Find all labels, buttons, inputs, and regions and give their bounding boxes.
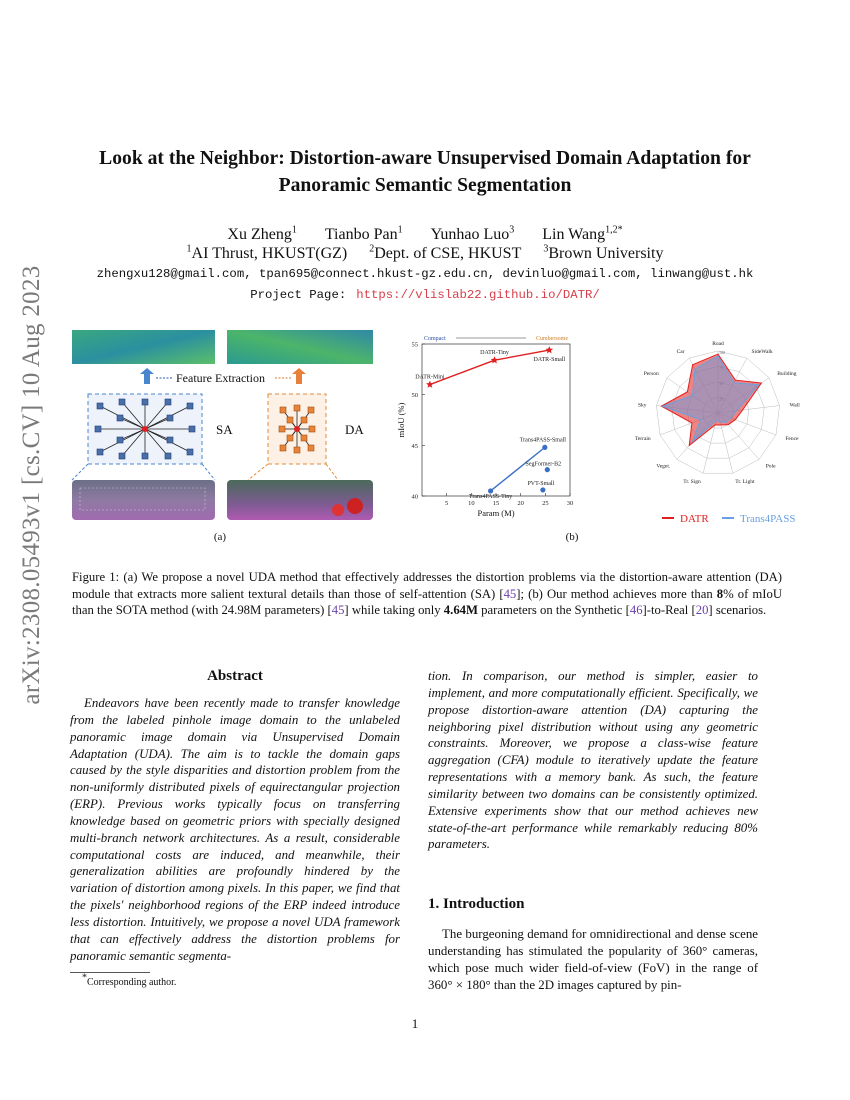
da-pixel-node <box>294 447 300 453</box>
annotation-compact: Compact <box>424 336 446 342</box>
y-tick-label: 45 <box>411 442 418 450</box>
arxiv-id: arXiv:2308.05493v1 [cs.CV] 10 Aug 2023 <box>18 265 45 705</box>
affiliation: $^3$Brown University <box>543 243 664 262</box>
citation-link[interactable]: 46 <box>629 603 643 617</box>
abstract-text-right: tion. In comparison, our method is simpler, easier to implement, and more computationally efficient. Specifically, we propose distortion-aware attention (DA) capturing the neighboring pixel distribution without using any geometric constraints. Moreover, we propose a class-wise feature aggregation (CFA) module to iteratively update the feature representations with a memory bank. As such, the feature similarity between two domains can be consistently optimized. Extensive experiments show that our method achieves new state-of-the-art performance while remarkably reducing 80% parameters. <box>428 669 758 852</box>
feature-map-1 <box>72 330 215 364</box>
da-pixel-node <box>308 445 314 451</box>
data-point <box>542 445 547 450</box>
y-axis-label: mIoU (%) <box>396 402 406 438</box>
title-line-1: Look at the Neighbor: Distortion-aware Unsupervised Domain Adaptation for <box>99 148 751 169</box>
sa-zoom-guide <box>72 464 215 480</box>
radar-category-label: Pole <box>765 463 776 470</box>
da-pixel-node <box>301 435 307 441</box>
panorama-target <box>227 480 373 520</box>
radar-category-label: Tr. Sign <box>683 478 701 485</box>
sa-pixel-node <box>167 415 173 421</box>
subfigure-a-label: (a) <box>213 531 227 543</box>
radar-category-label: Person <box>643 371 659 378</box>
radar-ring-label: 100 <box>719 350 725 355</box>
arxiv-sidebar <box>12 265 52 705</box>
radar-category-label: Sky <box>637 402 647 409</box>
param-miou-scatter <box>396 336 573 518</box>
panorama-source <box>72 480 215 520</box>
radar-category-label: Car <box>676 349 685 356</box>
da-pixel-node <box>308 407 314 413</box>
x-axis-label: Param (M) <box>477 508 515 518</box>
legend-label-datr: DATR <box>680 513 709 525</box>
radar-category-label: Tr. Light <box>735 478 755 485</box>
scatter-plot-frame <box>422 344 570 496</box>
radar-category-label: Veget. <box>656 463 671 470</box>
da-query-pixel <box>294 426 300 432</box>
radar-category-label: Road <box>712 341 724 347</box>
author: Tianbo Pan$^1$ <box>324 224 403 243</box>
da-pixel-node <box>301 417 307 423</box>
project-link[interactable]: https://vlislab22.github.io/DATR/ <box>356 288 600 302</box>
da-pixel-node <box>279 426 285 432</box>
introduction-text: The burgeoning demand for omnidirectional and dense scene understanding has stimulated the popularity of 360° cameras, which pose much wider field-of-view (FoV) in the range of 360° × 180° than the 2D images captured by pin- <box>428 927 758 992</box>
project-page <box>70 288 780 302</box>
feature-map-2 <box>227 330 373 364</box>
subfigure-b-label: (b) <box>565 531 579 543</box>
sa-pixel-node <box>187 403 193 409</box>
radar-category-label: Fence <box>785 435 799 442</box>
radar-category-label: Terrain <box>634 435 651 442</box>
feature-extraction-arrow-left <box>140 368 172 384</box>
sa-pixel-node <box>165 399 171 405</box>
sa-pixel-node <box>119 399 125 405</box>
sa-pixel-node <box>119 453 125 459</box>
affiliation: $^1$AI Thrust, HKUST(GZ) <box>186 243 348 262</box>
da-pixel-node <box>287 417 293 423</box>
data-label: DATR-Small <box>533 357 566 364</box>
data-label: DATR-Mini <box>415 374 445 381</box>
author-list <box>70 226 780 244</box>
sa-query-pixel <box>142 426 148 432</box>
da-pixel-node <box>294 405 300 411</box>
affiliation-list <box>70 245 780 263</box>
abstract-right-column <box>428 668 758 853</box>
da-pixel-node <box>287 435 293 441</box>
sa-pixel-node <box>117 437 123 443</box>
feature-extraction-arrow-right <box>275 368 306 384</box>
x-tick-label: 30 <box>566 500 574 507</box>
abstract-heading: Abstract <box>207 668 263 684</box>
y-tick-label: 40 <box>411 493 418 501</box>
affiliation: $^2$Dept. of CSE, HKUST <box>369 243 522 262</box>
legend-label-trans4pass: Trans4PASS <box>740 513 796 525</box>
project-label: Project Page: <box>250 288 347 302</box>
x-tick-label: 20 <box>517 500 524 507</box>
x-tick-label: 10 <box>468 500 475 507</box>
author-emails: zhengxu128@gmail.com, tpan695@connect.hkust-gz.edu.cn, devinluo@gmail.com, linwang@ust.hk <box>96 267 754 281</box>
citation-link[interactable]: 45 <box>331 603 345 617</box>
sa-label: SA <box>216 422 233 437</box>
data-label: PVT-Small <box>527 480 555 487</box>
x-tick-label: 25 <box>542 500 549 507</box>
introduction-heading: 1. Introduction <box>428 896 525 912</box>
paper-title <box>70 145 780 199</box>
title-line-2: Panoramic Semantic Segmentation <box>278 175 572 196</box>
citation-link[interactable]: 20 <box>695 603 709 617</box>
data-label: Trans4PASS-Small <box>519 437 566 444</box>
sa-pixel-node <box>187 449 193 455</box>
da-pixel-node <box>280 445 286 451</box>
data-label: Trans4PASS-Tiny <box>468 493 513 500</box>
figure-1 <box>70 328 800 558</box>
sa-pixel-node <box>95 426 101 432</box>
sa-pixel-node <box>189 426 195 432</box>
y-tick-label: 55 <box>411 341 418 349</box>
sa-pixel-node <box>97 449 103 455</box>
x-tick-label: 15 <box>492 500 500 507</box>
sa-pixel-node <box>165 453 171 459</box>
footnote: *Corresponding author. <box>82 972 177 988</box>
figure-caption: Figure 1: (a) We propose a novel UDA method that effectively addresses the distortion problems via the distortion-aware attention (DA) module that extracts more salient textural details than those of self-attention (SA) [45]; (b) Our method achieves more than 8% of mIoU than the SOTA method (with 24.98M parameters) [45] while taking only 4.64M parameters on the Synthetic [46]-to-Real [20] scenarios. <box>72 570 782 617</box>
annotation-cumbersome: Cumbersome <box>536 336 568 342</box>
citation-link[interactable]: 45 <box>503 586 517 601</box>
page-number: 1 <box>411 1016 419 1031</box>
sa-pixel-node <box>167 437 173 443</box>
data-point <box>488 488 493 493</box>
class-miou-radar <box>635 341 800 525</box>
da-zoom-guide <box>248 464 338 480</box>
sa-pixel-node <box>97 403 103 409</box>
radar-category-label: Building <box>777 371 797 378</box>
feature-extraction-label: Feature Extraction <box>176 371 265 385</box>
sa-pixel-node <box>142 399 148 405</box>
author: Lin Wang$^{1,2*}$ <box>542 224 623 243</box>
author: Yunhao Luo$^3$ <box>430 224 515 243</box>
abstract-text-left: Endeavors have been recently made to transfer knowledge from the labeled pinhole image domain to the unlabeled panoramic image domain via Unsupervised Domain Adaptation (UDA). The aim is to tackle the domain gaps caused by the style disparities and distortion problem from the non-uniformly distributed pixels of equirectangular projection (ERP). Previous works typically focus on transferring knowledge based on geometric priors with specially designed multi-branch network architectures. As a result, considerable computational costs are induced, and meanwhile, their generalization abilities are profoundly hindered by the variation of distortion among pixels. In this paper, we find that the pixels' neighborhood regions of the ERP indeed introduce less distortion. Intuitively, we propose a novel UDA framework that can effectively address the distortion problems for panoramic semantic segmenta- <box>70 696 400 963</box>
sa-pixel-node <box>142 453 148 459</box>
data-label: SegFormer-B2 <box>525 461 562 468</box>
sa-pixel-node <box>117 415 123 421</box>
da-pixel-node <box>280 407 286 413</box>
x-tick-label: 5 <box>445 500 449 507</box>
data-point <box>540 487 545 492</box>
abstract-left-column <box>70 668 400 965</box>
da-label: DA <box>345 422 364 437</box>
radar-category-label: Wall <box>789 402 800 409</box>
data-label: DATR-Tiny <box>480 350 509 357</box>
y-tick-label: 50 <box>411 392 418 400</box>
data-point <box>545 467 550 472</box>
da-pixel-node <box>309 426 315 432</box>
radar-category-label: SideWalk <box>751 349 773 356</box>
author: Xu Zheng$^1$ <box>227 224 297 243</box>
